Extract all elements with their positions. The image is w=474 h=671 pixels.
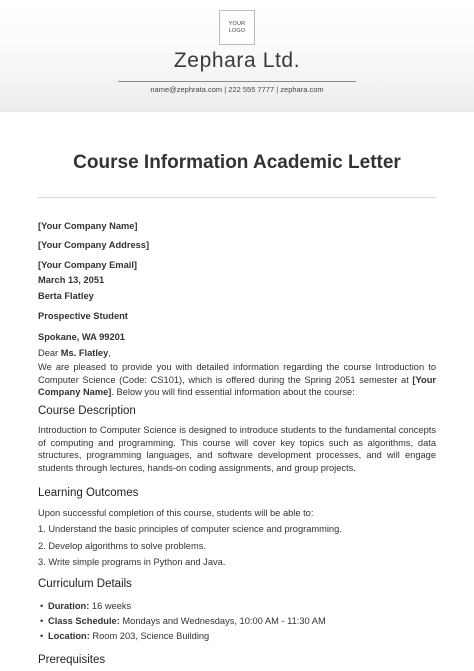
curriculum-item — [40, 631, 209, 641]
salutation-name: Ms. Flatley — [60, 348, 109, 358]
bullet-dot-icon: • — [40, 601, 44, 611]
prerequisites-heading: Prerequisites — [38, 654, 106, 666]
letterhead-divider — [118, 81, 356, 82]
learning-outcome-item: 3. Write simple programs in Python and Java. — [38, 557, 226, 567]
intro-text-2: . Below you will find essential information about the course: — [111, 387, 355, 398]
recipient-title: Prospective Student — [38, 311, 128, 321]
bullet-dot-icon: • — [40, 616, 44, 626]
curriculum-label: Duration: — [48, 601, 90, 611]
learning-outcome-item: 1. Understand the basic principles of computer science and programming. — [38, 524, 342, 534]
logo-text-line2: LOGO — [228, 27, 246, 34]
sender-company-name: [Your Company Name] — [38, 221, 138, 231]
learning-outcomes-heading: Learning Outcomes — [38, 487, 139, 499]
logo-text-line1: YOUR — [228, 21, 246, 27]
letterhead — [0, 0, 474, 112]
sender-company-email: [Your Company Email] — [38, 260, 138, 270]
bullet-dot-icon: • — [40, 631, 44, 641]
company-name: Zephara Ltd. — [173, 49, 301, 72]
logo-placeholder — [219, 10, 255, 45]
sender-company-address: [Your Company Address] — [38, 240, 150, 250]
salutation-suffix: , — [108, 348, 111, 358]
curriculum-heading: Curriculum Details — [38, 578, 132, 590]
curriculum-label: Class Schedule: — [48, 616, 120, 626]
intro-company: [Your Company Name] — [38, 374, 436, 398]
contact-line: name@zephrata.com | 222 555 7777 | zephara.com — [150, 85, 324, 94]
title-divider — [38, 197, 436, 198]
salutation-prefix: Dear — [38, 348, 61, 358]
curriculum-item — [40, 616, 326, 626]
recipient-name: Berta Flatley — [38, 291, 94, 301]
salutation — [38, 347, 111, 359]
curriculum-item — [40, 601, 131, 611]
intro-paragraph — [38, 361, 436, 399]
learning-outcome-item: 2. Develop algorithms to solve problems. — [38, 541, 206, 551]
course-description-heading: Course Description — [38, 405, 136, 417]
curriculum-value: 16 weeks — [89, 601, 132, 611]
course-description-text: Introduction to Computer Science is designed to introduce students to the fundamental concepts of computing and programming. This course will cover key topics such as algorithms, data structures, programming languages, and software development processes, and will engage students through lectures, hands-on coding assignments, and group projects. — [38, 425, 436, 474]
recipient-location: Spokane, WA 99201 — [38, 332, 125, 342]
curriculum-label: Location: — [48, 631, 90, 641]
letter-date: March 13, 2051 — [38, 275, 105, 285]
document-title: Course Information Academic Letter — [73, 152, 401, 173]
curriculum-value: Mondays and Wednesdays, 10:00 AM - 11:30 AM — [119, 616, 326, 626]
intro-text-1: We are pleased to provide you with detailed information regarding the course Introduction to Computer Science (Code: CS101), which is offered during the Spring 2051 semester at — [38, 362, 436, 385]
curriculum-value: Room 203, Science Building — [89, 631, 210, 641]
learning-outcomes-intro: Upon successful completion of this course, students will be able to: — [38, 508, 314, 518]
